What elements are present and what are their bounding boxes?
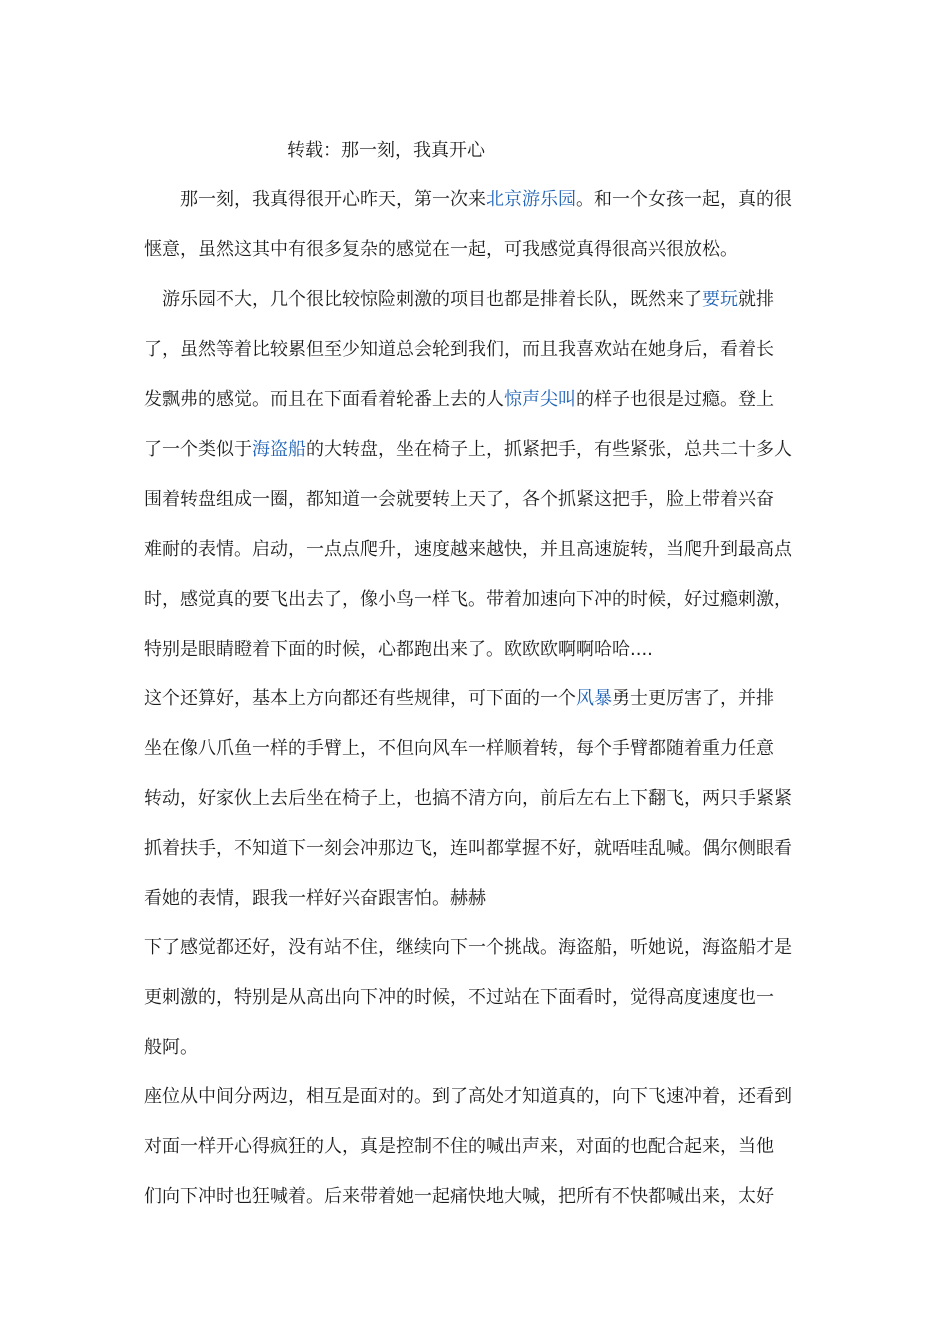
text-segment: 就排 (738, 289, 774, 310)
text-line-14: 抓着扶手，不知道下一刻会冲那边飞，连叫都掌握不好，就唔哇乱喊。偶尔侧眼看 (144, 838, 792, 859)
text-segment: 了一个类似于 (144, 439, 252, 460)
text-line-2: 惬意，虽然这其中有很多复杂的感觉在一起，可我感觉真得很高兴很放松。 (144, 239, 738, 260)
text-line-1 (144, 186, 792, 214)
text-segment: 那一刻，我真得很开心昨天，第一次来 (144, 189, 486, 210)
text-line-5 (144, 386, 774, 414)
text-line-9: 时，感觉真的要飞出去了，像小鸟一样飞。带着加速向下冲的时候，好过瘾刺激， (144, 589, 792, 610)
text-line-13: 转动，好家伙上去后坐在椅子上，也搞不清方向，前后左右上下翻飞，两只手紧紧 (144, 788, 792, 809)
text-line-19: 座位从中间分两边，相互是面对的。到了高处才知道真的，向下飞速冲着，还看到 (144, 1086, 792, 1107)
text-segment: 勇士更厉害了，并排 (612, 688, 774, 709)
text-line-20: 对面一样开心得疯狂的人，真是控制不住的喊出声来，对面的也配合起来，当他 (144, 1136, 774, 1157)
text-segment: 。和一个女孩一起，真的很 (576, 189, 792, 210)
link-beijing-amusement-park[interactable]: 北京游乐园 (486, 189, 576, 210)
text-line-11 (144, 685, 774, 713)
text-line-17: 更刺激的，特别是从高出向下冲的时候，不过站在下面看时，觉得高度速度也一 (144, 987, 774, 1008)
text-line-10: 特别是眼睛瞪着下面的时候，心都跑出来了。欧欧欧啊啊哈哈.... (144, 639, 653, 660)
text-line-4: 了，虽然等着比较累但至少知道总会轮到我们，而且我喜欢站在她身后，看着长 (144, 339, 774, 360)
text-segment: 的大转盘，坐在椅子上，抓紧把手，有些紧张，总共二十多人 (306, 439, 792, 460)
text-line-18: 般阿。 (144, 1037, 198, 1058)
text-line-15: 看她的表情，跟我一样好兴奋跟害怕。赫赫 (144, 888, 486, 909)
text-line-8: 难耐的表情。启动，一点点爬升，速度越来越快，并且高速旋转，当爬升到最高点 (144, 539, 792, 560)
article-title: 转载：那一刻，我真开心 (287, 140, 485, 161)
text-line-7: 围着转盘组成一圈，都知道一会就要转上天了，各个抓紧这把手，脸上带着兴奋 (144, 489, 774, 510)
text-line-6 (144, 436, 792, 464)
link-haidaochuan[interactable]: 海盗船 (252, 439, 306, 460)
text-line-21: 们向下冲时也狂喊着。后来带着她一起痛快地大喊，把所有不快都喊出来，太好 (144, 1186, 774, 1207)
text-segment: 游乐园不大，几个很比较惊险刺激的项目也都是排着长队，既然来了 (144, 289, 702, 310)
text-segment: 这个还算好，基本上方向都还有些规律，可下面的一个 (144, 688, 576, 709)
text-line-3 (144, 286, 774, 314)
text-segment: 发飘弗的感觉。而且在下面看着轮番上去的人 (144, 389, 504, 410)
text-line-12: 坐在像八爪鱼一样的手臂上，不但向风车一样顺着转，每个手臂都随着重力任意 (144, 738, 774, 759)
link-jingsheng-jianjiao[interactable]: 惊声尖叫 (504, 389, 576, 410)
text-segment: 的样子也很是过瘾。登上 (576, 389, 774, 410)
link-fengbao[interactable]: 风暴 (576, 688, 612, 709)
text-line-16: 下了感觉都还好，没有站不住，继续向下一个挑战。海盗船，听她说，海盗船才是 (144, 937, 792, 958)
link-yaowan[interactable]: 要玩 (702, 289, 738, 310)
